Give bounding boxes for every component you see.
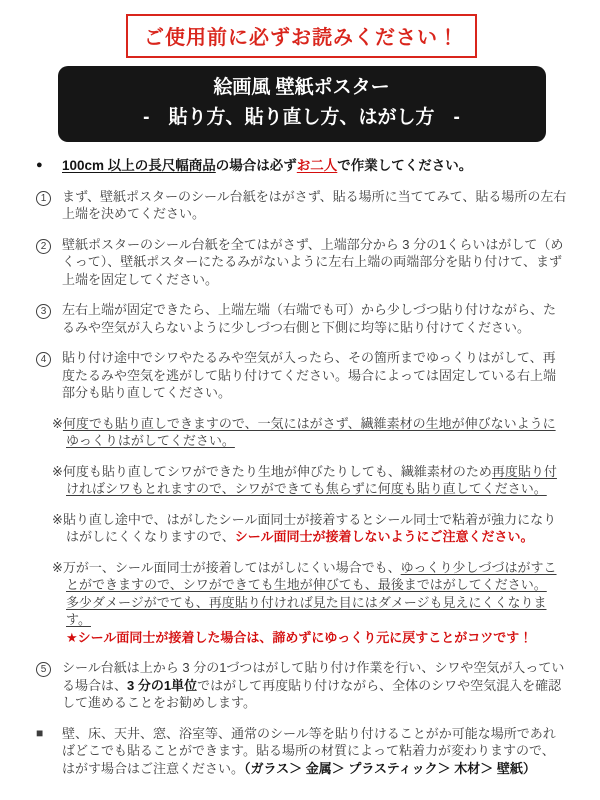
text-segment: 何度も貼り直してシワができたり生地が伸びたりしても、繊維素材のため (62, 463, 492, 479)
text-segment: の場合は必ず (215, 158, 297, 173)
note-wrinkles-ok (52, 463, 567, 498)
read-before-use-banner (126, 14, 477, 58)
step-2-text (62, 236, 567, 289)
text-segment: 貼り直し途中で、はがしたシール面同士が接着するとシール同士で粘着が強力になりはがしにくくなりますので、 (62, 511, 557, 544)
text-segment: 壁、床、天井、窓、浴室等、通常のシール等を貼り付けることがか可能な場所であればどこでも貼ることができます。貼る場所の材質によって粘着力が変わりますので、はがす場合はご注意ください。 (62, 725, 556, 776)
step-1-marker (36, 188, 62, 223)
product-title-line1: 絵画風 壁紙ポスター (213, 77, 390, 98)
note-adhesive-warning-text (63, 512, 556, 545)
text-segment: まず、壁紙ポスターのシール台紙をはがさず、貼る場所に当ててみて、貼る場所の左右上端を決めてください。 (62, 188, 567, 221)
note-stuck-recovery (52, 559, 567, 647)
text-segment: シール面同士が接着しないようにご注意ください。 (234, 529, 534, 544)
text-segment: 貼り付け途中でシワやたるみや空気が入ったら、その箇所までゆっくりはがして、再度たるみや空気を逃がして貼り付けてください。場合によっては固定している右上端部分も貼り直してください。 (62, 350, 557, 400)
step-1 (36, 188, 567, 223)
text-segment: ★シール面同士が接着した場合は、諦めずにゆっくり元に戻すことがコツです！ (66, 629, 533, 645)
step-4-text (62, 349, 567, 402)
notice-two-person (36, 157, 567, 175)
text-segment: （ガラス＞ 金属＞ プラスティック＞ 木材＞ 壁紙） (244, 760, 536, 776)
step-3-marker (36, 301, 62, 336)
product-title-banner (58, 66, 546, 142)
surface-compatibility (36, 725, 567, 778)
note-marker: ※ (52, 559, 63, 575)
circled-number-icon: 2 (36, 239, 51, 254)
square-bullet-icon: ■ (36, 725, 44, 740)
text-segment: 万が一、シール面同士が接着してはがしにくい場合でも、 (62, 559, 401, 575)
instruction-list (36, 157, 567, 777)
step-3 (36, 301, 567, 336)
step-5 (36, 659, 567, 712)
note-marker: ※ (52, 463, 63, 479)
circled-number-icon: 3 (36, 304, 51, 319)
bullet-dot-icon: ● (36, 159, 43, 171)
text-segment: 左右上端が固定できたら、上端左端（右端でも可）から少しづつ貼り付けながら、たるみや空気が入らないように少しづつ右側と下側に均等に貼り付けてください。 (62, 302, 557, 335)
read-before-use-text: ご使用前に必ずお読みください！ (144, 27, 459, 49)
text-segment: ゆっくり少しづづはがすことができますので、シワができても生地が伸びても、最後まではがしてください。 (66, 559, 557, 592)
text-segment: ではがして再度貼り付けながら、全体のシワや空気混入を確認して進めることをお勧めします。 (62, 677, 562, 710)
text-segment: で作業してください。 (337, 158, 473, 173)
text-segment: 3 分の1単位 (127, 677, 198, 693)
step-5-marker (36, 659, 62, 712)
circled-number-icon: 5 (36, 662, 51, 677)
note-stuck-recovery-text (63, 560, 557, 645)
step-4 (36, 349, 567, 402)
text-segment: 何度でも貼り直しできますので、一気にはがさず、繊維素材の生地が伸びないようにゆっくりはがしてください。 (62, 415, 556, 448)
note-wrinkles-ok-text (63, 464, 557, 497)
text-segment: 100cm 以上の長尺幅商品 (62, 158, 216, 173)
step-5-text (62, 659, 567, 712)
note-repeel-slowly (52, 415, 567, 450)
step-3-text (62, 301, 567, 336)
step-1-text (62, 188, 567, 223)
text-segment: お二人 (296, 158, 338, 173)
surface-compatibility-text (62, 725, 567, 778)
step-2-marker (36, 236, 62, 289)
note-marker: ※ (52, 511, 63, 527)
note-marker: ※ (52, 415, 63, 431)
note-repeel-slowly-text (63, 416, 556, 449)
text-segment: 多少ダメージがでても、再度貼り付ければ見た目にはダメージも見えにくくなります。 (66, 594, 547, 627)
text-segment: 壁紙ポスターのシール台紙を全てはがさず、上端部分から 3 分の1くらいはがして（めくって）、壁紙ポスターにたるみがないように左右上端の両端部分を貼り付けて、まず上端を固定してください。 (62, 236, 564, 287)
notice-two-person-text (62, 157, 567, 175)
circled-number-icon: 1 (36, 191, 51, 206)
step-4-marker (36, 349, 62, 402)
product-title-line2: - 貼り方、貼り直し方、はがし方 - (143, 107, 460, 128)
text-segment: 再度貼り付ければシワもとれますので、シワができても焦らずに何度も貼り直してください。 (66, 463, 557, 496)
text-segment: シール台紙は上から 3 分の1づつはがして貼り付け作業を行い、シワや空気が入っている場合は、 (62, 660, 565, 693)
note-adhesive-warning (52, 511, 567, 546)
circled-number-icon: 4 (36, 352, 51, 367)
step-2 (36, 236, 567, 289)
